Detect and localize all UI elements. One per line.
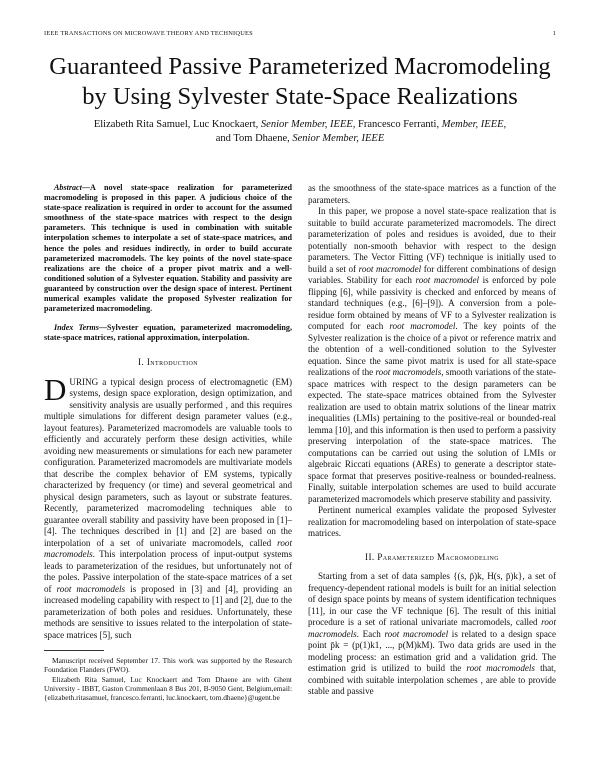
intro-paragraph: DURING a typical design process of electromagnetic (EM) systems, design space exploration, design optimization, and sensitivity analysis are usually performed , and this requires multiple simulations for different design parameter values (e.g., layout features). Parameterized macromodels are valuable tools to efficiently and accurately perform these design activities, while avoiding new measurements or simulations for each new parameter configuration. Parameterized macromodels are multivariate models that describe the complex behavior of EM systems, typically characterized by frequency (or time) and several geometrical and physical design parameters, such as layout or substrate features. Recently, parameterized macromodeling techniques able to guarantee overall stability and passivity have been proposed in [1]–[4]. The techniques described in [1] and [2] are based on the interpolation of a set of univariate macromodels, called root macromodels. This interpolation process of input-output systems leads to parameterization of the residues, but unfortunately not of the poles. Passive interpolation of the state-space matrices of a set of root macromodels is proposed in [3] and [4], providing an increased modeling capability with respect to [1] and [2], due to the parameterization of both poles and residues. Unfortunately, these methods are sensitive to issues related to the interpolation of state-space matrices [5], such [44,371,293,640]
footnote-rule [44,650,104,651]
footnote-affiliation: Elizabeth Rita Samuel, Luc Knockaert and Tom Dhaene are with Ghent University - IBBT, Gaston Crommenlaan 8 Bus 201, B-9050 Gent, Belgium,email: {elizabeth.ritasamuel, francesco.ferranti, luc.knockaert, tom.dhaene}@ugent.be [44,675,292,703]
page-number: 1 [552,30,556,37]
left-column [44,183,292,702]
section-heading-parameterized-macromodeling: II. Parameterized Macromodeling [364,551,499,562]
contribution-paragraph: In this paper, we propose a novel state-space realization that is suitable to build accurate parameterized macromodels. The direct parameterization of poles and residues is avoided, due to their potentially non-smooth behavior with respect to the design parameters. The Vector Fitting (VF) technique is initially used to build a set of root macromodel for different combinations of design variables. Stability for each root macromodel is enforced by pole flipping [6], while passivity is checked and enforced by means of standard techniques (e.g., [6]–[9]). A conversion from a pole-residue form obtained by means of VF to a Sylvester realization is computed for each root macromodel. The key points of the Sylvester realization is the choice of a pivot or reference matrix and the obtention of a well-conditioned solution to the Sylvester equation. Since the same pivot matrix is used for all state-space realizations of the root macromodels, smooth variations of the state-space matrices with respect to the design parameters can be expected. The state-space matrices obtained from the Sylvester realization are used to obtain matrix solutions of the linear matrix inequalities (LMIs) pertaining to the positive-real or bounded-real lemma [10], and this information is then used to perform a passivity preserving interpolation of the state-space matrices. The computations can be carried out using the solution of LMIs or algebraic Riccati equations (AREs) to generate a descriptor state-space format that preserves positive-realness or bounded-realness. Finally, suitable interpolation schemes are used to build accurate parameterized macromodels which preserve stability and passivity. [308,206,557,504]
journal-name: IEEE TRANSACTIONS ON MICROWAVE THEORY AND TECHNIQUES [44,30,253,37]
author-line-1: Elizabeth Rita Samuel, Luc Knockaert, Senior Member, IEEE, Francesco Ferranti, Member, IEEE, [93,119,507,130]
footnote-received: Manuscript received September 17. This work was supported by the Research Foundation Flanders (FWO). [44,656,292,675]
drop-cap: D [44,371,67,407]
examples-paragraph: Pertinent numerical examples validate the proposed Sylvester realization for macromodeling based on interpolation of state-space matrices. [308,505,556,538]
section-heading-introduction: I. Introduction [137,357,199,368]
continued-paragraph: as the smoothness of the state-space matrices as a function of the parameters. [308,183,556,205]
author-line-2: and Tom Dhaene, Senior Member, IEEE [215,132,385,144]
section2-paragraph: Starting from a set of data samples {(s, p̄)k, H(s, p̄)k}, a set of frequency-dependent rational models is built for an initial selection of design space points by means of system identification techniques [11], in our case the VF technique [6]. The result of this initial procedure is a set of rational univariate macromodels, called root macromodels. Each root macromodel is related to a design space point p̄k = (p(1)k1, ..., p(M)kM). Two data grids are used in the modeling process: an estimation grid and a validation grid. The estimation grid is utilized to build the root macromodels that, combined with suitable interpolation schemes , are able to provide stable and passive [308,571,557,696]
running-header [44,30,556,42]
index-terms: Index Terms—Sylvester equation, parameterized macromodeling, state-space matrices, rational approximation, interpolation. [44,323,292,343]
abstract: Abstract—A novel state-space realization for parameterized macromodeling is proposed in this paper. A judicious choice of the state-space realization is required in order to account for the assumed smoothness of the state-space matrices with respect to the design parameters. This technique is used in combination with suitable interpolation schemes to interpolate a set of state-space matrices, and hence the poles and residues indirectly, in order to build accurate parameterized macromodels. The key points of the novel state-space realizations are the choice of a proper pivot matrix and a well-conditioned solution of a Sylvester equation. Stability and passivity are guaranteed by construction over the design space of interest. Pertinent numerical examples validate the proposed Sylvester realization for parameterized macromodeling. [44,183,292,314]
right-column [308,183,556,698]
author-list [60,118,540,145]
paper-title: Guaranteed Passive Parameterized Macromodeling by Using Sylvester State-Space Realizations [49,53,551,110]
